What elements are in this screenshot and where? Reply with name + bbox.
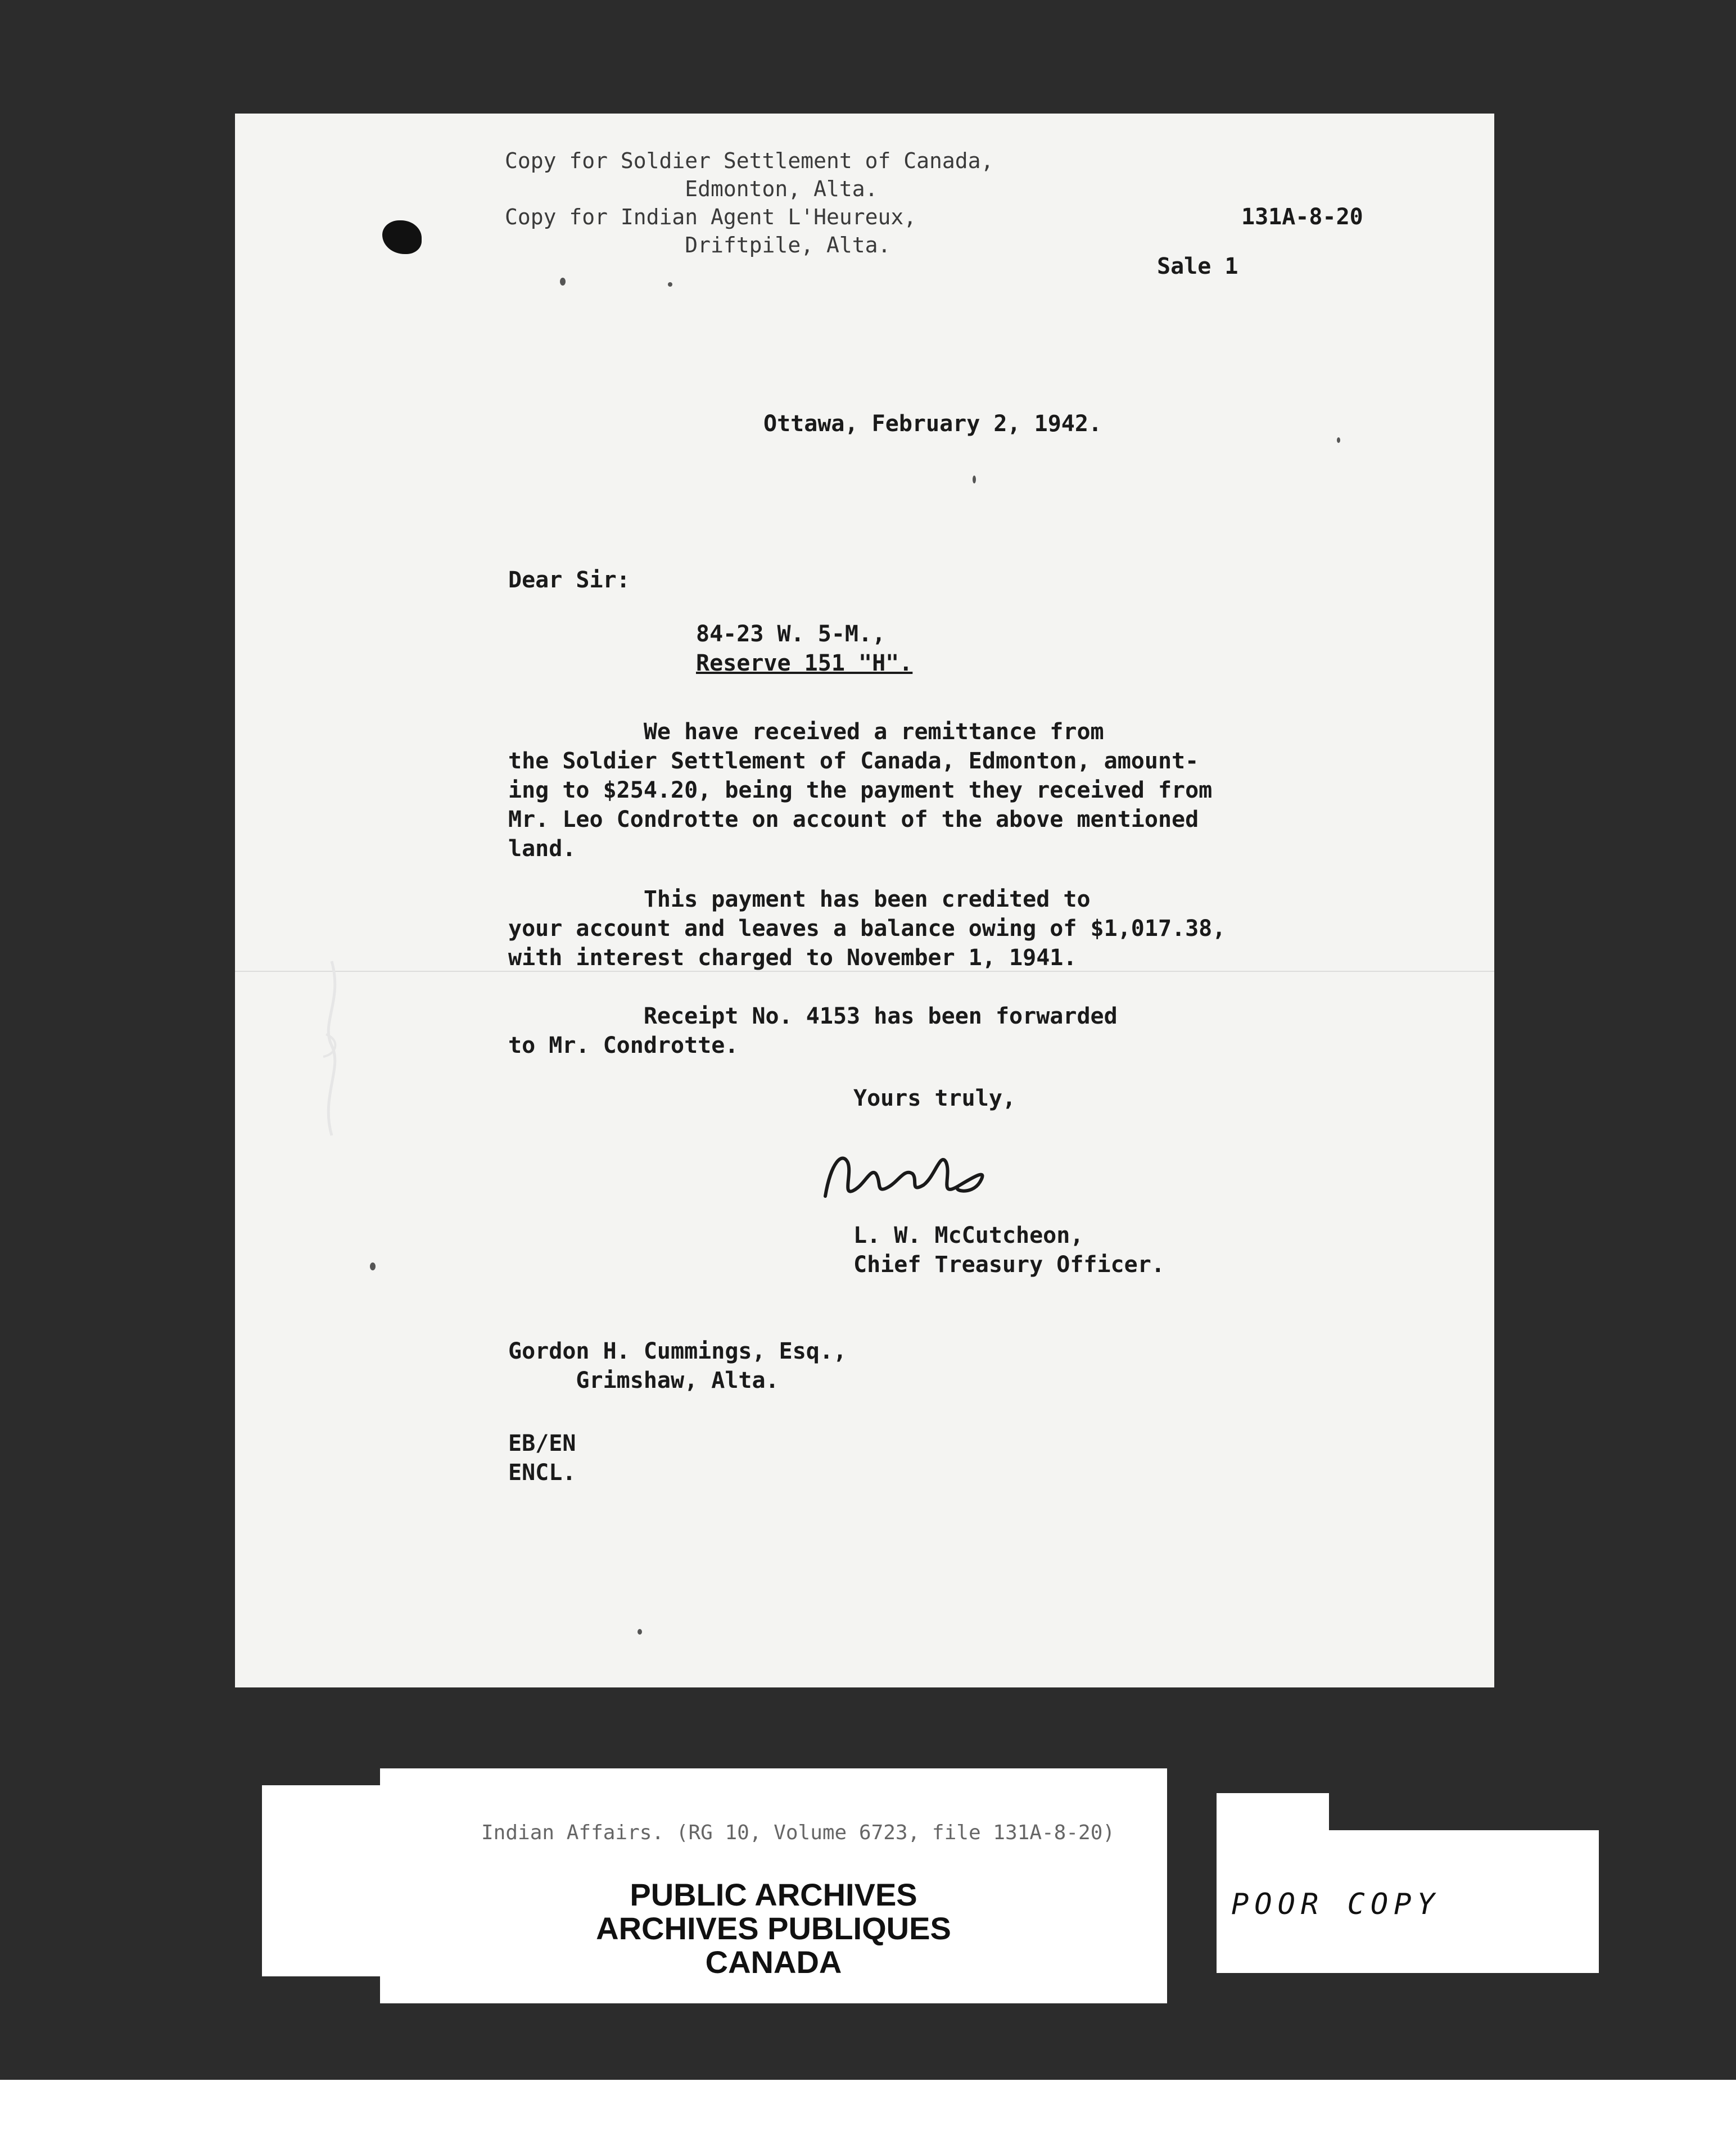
paragraph-1-line-1: We have received a remittance from [508, 719, 1104, 745]
speck [638, 1629, 642, 1635]
paragraph-3-line-2: to Mr. Condrotte. [508, 1033, 739, 1058]
subject-land-description: 84-23 W. 5-M., [696, 621, 886, 647]
signature [808, 1129, 1011, 1213]
paragraph-1-line-3: ing to $254.20, being the payment they received from [508, 777, 1213, 803]
stamp-tab [1217, 1793, 1329, 1832]
signer-name: L. W. McCutcheon, [853, 1223, 1084, 1248]
margin-mark [315, 956, 349, 1141]
archive-name-english: PUBLIC ARCHIVES [630, 1877, 917, 1912]
speck [370, 1262, 376, 1270]
archive-label [380, 1768, 1167, 2003]
poor-copy-stamp: POOR COPY [1231, 1888, 1440, 1921]
paragraph-2-line-3: with interest charged to November 1, 1941. [508, 945, 1077, 971]
salutation: Dear Sir: [508, 567, 630, 593]
subject-reserve: Reserve 151 "H". [696, 650, 913, 676]
sale-reference: Sale 1 [1157, 254, 1238, 279]
paragraph-2-line-1: This payment has been credited to [508, 886, 1091, 912]
scan-bottom-margin [0, 2080, 1736, 2145]
archive-name-french: ARCHIVES PUBLIQUES [596, 1911, 951, 1946]
closing: Yours truly, [853, 1085, 1016, 1111]
speck [1337, 437, 1340, 443]
paragraph-1-line-4: Mr. Leo Condrotte on account of the above mentioned [508, 807, 1199, 832]
label-tab-left [262, 1785, 380, 1976]
quality-stamp-card [1217, 1830, 1599, 1973]
date-line: Ottawa, February 2, 1942. [763, 411, 1102, 437]
archive-country: CANADA [705, 1944, 842, 1980]
cc-line-1: Copy for Soldier Settlement of Canada, [505, 148, 994, 173]
enclosure-note: ENCL. [508, 1460, 576, 1486]
archive-source-reference: Indian Affairs. (RG 10, Volume 6723, file 131A-8-20) [481, 1821, 1115, 1844]
paragraph-1-line-2: the Soldier Settlement of Canada, Edmonton, amount- [508, 748, 1199, 774]
speck [560, 278, 566, 286]
speck [668, 282, 672, 287]
cc-line-4: Driftpile, Alta. [505, 233, 891, 257]
cc-line-2: Edmonton, Alta. [505, 177, 878, 201]
typist-initials: EB/EN [508, 1431, 576, 1456]
file-number: 131A-8-20 [1241, 204, 1363, 230]
paragraph-2-line-2: your account and leaves a balance owing of $1,017.38, [508, 916, 1226, 942]
addressee-name: Gordon H. Cummings, Esq., [508, 1338, 847, 1364]
signer-title: Chief Treasury Officer. [853, 1252, 1165, 1278]
cc-line-3: Copy for Indian Agent L'Heureux, [505, 205, 917, 229]
paragraph-3-line-1: Receipt No. 4153 has been forwarded [508, 1003, 1118, 1029]
letter-page [235, 114, 1494, 1687]
paragraph-1-line-5: land. [508, 836, 576, 862]
addressee-location: Grimshaw, Alta. [508, 1368, 779, 1393]
speck [973, 476, 976, 483]
ink-blot [382, 220, 422, 254]
